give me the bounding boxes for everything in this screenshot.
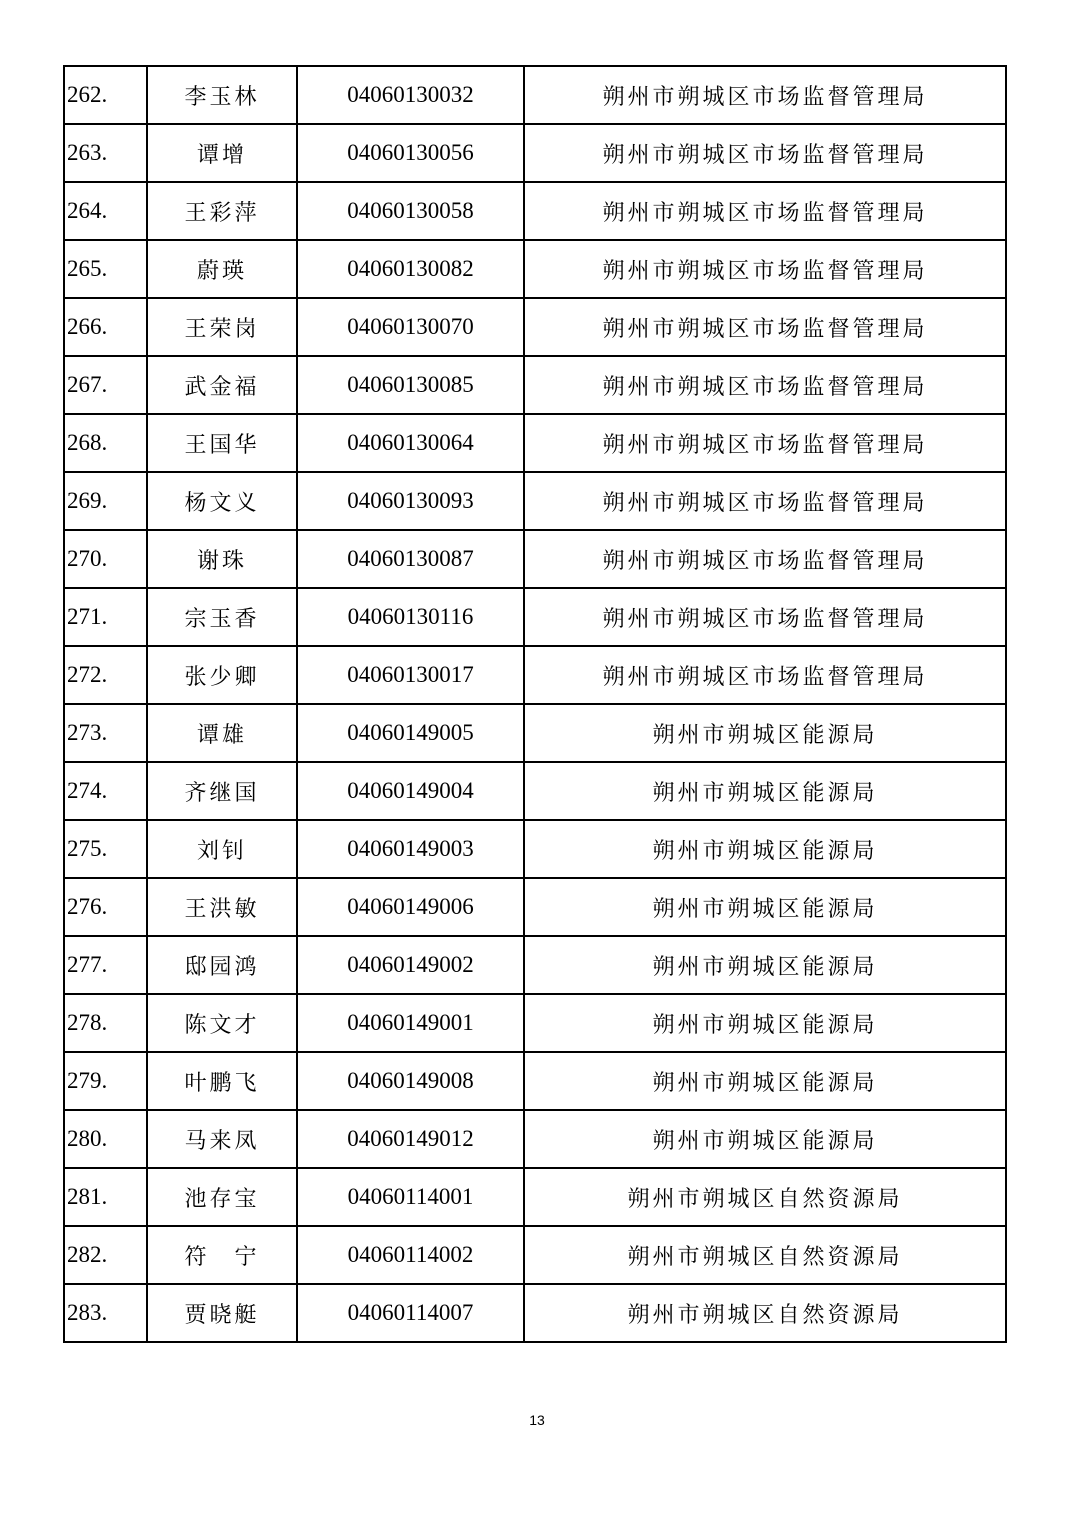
organization: 朔州市朔城区市场监督管理局 bbox=[524, 182, 1006, 240]
row-number: 273. bbox=[64, 704, 147, 762]
person-name: 刘钊 bbox=[147, 820, 297, 878]
row-number: 267. bbox=[64, 356, 147, 414]
exam-number: 04060114001 bbox=[297, 1168, 524, 1226]
row-number: 277. bbox=[64, 936, 147, 994]
exam-number: 04060130064 bbox=[297, 414, 524, 472]
organization: 朔州市朔城区能源局 bbox=[524, 704, 1006, 762]
table-row bbox=[64, 240, 1006, 298]
exam-number: 04060149003 bbox=[297, 820, 524, 878]
row-number: 280. bbox=[64, 1110, 147, 1168]
organization: 朔州市朔城区市场监督管理局 bbox=[524, 588, 1006, 646]
exam-number: 04060130070 bbox=[297, 298, 524, 356]
person-name: 宗玉香 bbox=[147, 588, 297, 646]
exam-number: 04060130032 bbox=[297, 66, 524, 124]
table-row bbox=[64, 530, 1006, 588]
person-name: 张少卿 bbox=[147, 646, 297, 704]
page-number: 13 bbox=[529, 1412, 545, 1428]
row-number: 271. bbox=[64, 588, 147, 646]
row-number: 276. bbox=[64, 878, 147, 936]
exam-number: 04060149004 bbox=[297, 762, 524, 820]
organization: 朔州市朔城区能源局 bbox=[524, 994, 1006, 1052]
table-row bbox=[64, 878, 1006, 936]
person-name: 齐继国 bbox=[147, 762, 297, 820]
exam-number: 04060114007 bbox=[297, 1284, 524, 1342]
person-name: 谭增 bbox=[147, 124, 297, 182]
row-number: 283. bbox=[64, 1284, 147, 1342]
row-number: 268. bbox=[64, 414, 147, 472]
row-number: 274. bbox=[64, 762, 147, 820]
exam-number: 04060149001 bbox=[297, 994, 524, 1052]
organization: 朔州市朔城区自然资源局 bbox=[524, 1284, 1006, 1342]
table-row bbox=[64, 588, 1006, 646]
table-row bbox=[64, 1226, 1006, 1284]
row-number: 265. bbox=[64, 240, 147, 298]
organization: 朔州市朔城区市场监督管理局 bbox=[524, 240, 1006, 298]
row-number: 272. bbox=[64, 646, 147, 704]
exam-number: 04060149002 bbox=[297, 936, 524, 994]
table-row bbox=[64, 936, 1006, 994]
exam-number: 04060130056 bbox=[297, 124, 524, 182]
row-number: 281. bbox=[64, 1168, 147, 1226]
person-name: 谭雄 bbox=[147, 704, 297, 762]
exam-number: 04060149012 bbox=[297, 1110, 524, 1168]
exam-number: 04060130093 bbox=[297, 472, 524, 530]
table-row bbox=[64, 704, 1006, 762]
row-number: 264. bbox=[64, 182, 147, 240]
person-name: 李玉林 bbox=[147, 66, 297, 124]
person-name: 谢珠 bbox=[147, 530, 297, 588]
table-row bbox=[64, 182, 1006, 240]
table-row bbox=[64, 646, 1006, 704]
organization: 朔州市朔城区能源局 bbox=[524, 1052, 1006, 1110]
organization: 朔州市朔城区市场监督管理局 bbox=[524, 414, 1006, 472]
table-row bbox=[64, 356, 1006, 414]
organization: 朔州市朔城区能源局 bbox=[524, 762, 1006, 820]
exam-number: 04060114002 bbox=[297, 1226, 524, 1284]
table-row bbox=[64, 124, 1006, 182]
organization: 朔州市朔城区自然资源局 bbox=[524, 1226, 1006, 1284]
row-number: 270. bbox=[64, 530, 147, 588]
person-name: 王荣岗 bbox=[147, 298, 297, 356]
person-name: 马来凤 bbox=[147, 1110, 297, 1168]
organization: 朔州市朔城区市场监督管理局 bbox=[524, 66, 1006, 124]
person-name: 叶鹏飞 bbox=[147, 1052, 297, 1110]
table-row bbox=[64, 1168, 1006, 1226]
table-row bbox=[64, 994, 1006, 1052]
exam-number: 04060149006 bbox=[297, 878, 524, 936]
person-name: 杨文义 bbox=[147, 472, 297, 530]
organization: 朔州市朔城区能源局 bbox=[524, 936, 1006, 994]
person-name: 贾晓艇 bbox=[147, 1284, 297, 1342]
personnel-table-body bbox=[64, 66, 1006, 1342]
exam-number: 04060130082 bbox=[297, 240, 524, 298]
organization: 朔州市朔城区市场监督管理局 bbox=[524, 472, 1006, 530]
person-name: 王国华 bbox=[147, 414, 297, 472]
person-name: 武金福 bbox=[147, 356, 297, 414]
table-row bbox=[64, 1110, 1006, 1168]
row-number: 279. bbox=[64, 1052, 147, 1110]
row-number: 275. bbox=[64, 820, 147, 878]
organization: 朔州市朔城区能源局 bbox=[524, 820, 1006, 878]
exam-number: 04060130087 bbox=[297, 530, 524, 588]
table-row bbox=[64, 298, 1006, 356]
row-number: 282. bbox=[64, 1226, 147, 1284]
row-number: 263. bbox=[64, 124, 147, 182]
organization: 朔州市朔城区市场监督管理局 bbox=[524, 530, 1006, 588]
exam-number: 04060130085 bbox=[297, 356, 524, 414]
table-row bbox=[64, 1052, 1006, 1110]
table-row bbox=[64, 66, 1006, 124]
table-row bbox=[64, 472, 1006, 530]
person-name: 符 宁 bbox=[147, 1226, 297, 1284]
organization: 朔州市朔城区能源局 bbox=[524, 878, 1006, 936]
person-name: 邸园鸿 bbox=[147, 936, 297, 994]
table-row bbox=[64, 414, 1006, 472]
table-row bbox=[64, 820, 1006, 878]
exam-number: 04060130116 bbox=[297, 588, 524, 646]
organization: 朔州市朔城区能源局 bbox=[524, 1110, 1006, 1168]
row-number: 269. bbox=[64, 472, 147, 530]
organization: 朔州市朔城区市场监督管理局 bbox=[524, 124, 1006, 182]
row-number: 278. bbox=[64, 994, 147, 1052]
organization: 朔州市朔城区市场监督管理局 bbox=[524, 356, 1006, 414]
table-row bbox=[64, 1284, 1006, 1342]
exam-number: 04060149005 bbox=[297, 704, 524, 762]
organization: 朔州市朔城区市场监督管理局 bbox=[524, 298, 1006, 356]
exam-number: 04060130058 bbox=[297, 182, 524, 240]
exam-number: 04060149008 bbox=[297, 1052, 524, 1110]
person-name: 王洪敏 bbox=[147, 878, 297, 936]
row-number: 262. bbox=[64, 66, 147, 124]
personnel-table bbox=[63, 65, 1007, 1343]
person-name: 陈文才 bbox=[147, 994, 297, 1052]
exam-number: 04060130017 bbox=[297, 646, 524, 704]
person-name: 池存宝 bbox=[147, 1168, 297, 1226]
row-number: 266. bbox=[64, 298, 147, 356]
person-name: 王彩萍 bbox=[147, 182, 297, 240]
organization: 朔州市朔城区自然资源局 bbox=[524, 1168, 1006, 1226]
person-name: 蔚瑛 bbox=[147, 240, 297, 298]
table-row bbox=[64, 762, 1006, 820]
organization: 朔州市朔城区市场监督管理局 bbox=[524, 646, 1006, 704]
